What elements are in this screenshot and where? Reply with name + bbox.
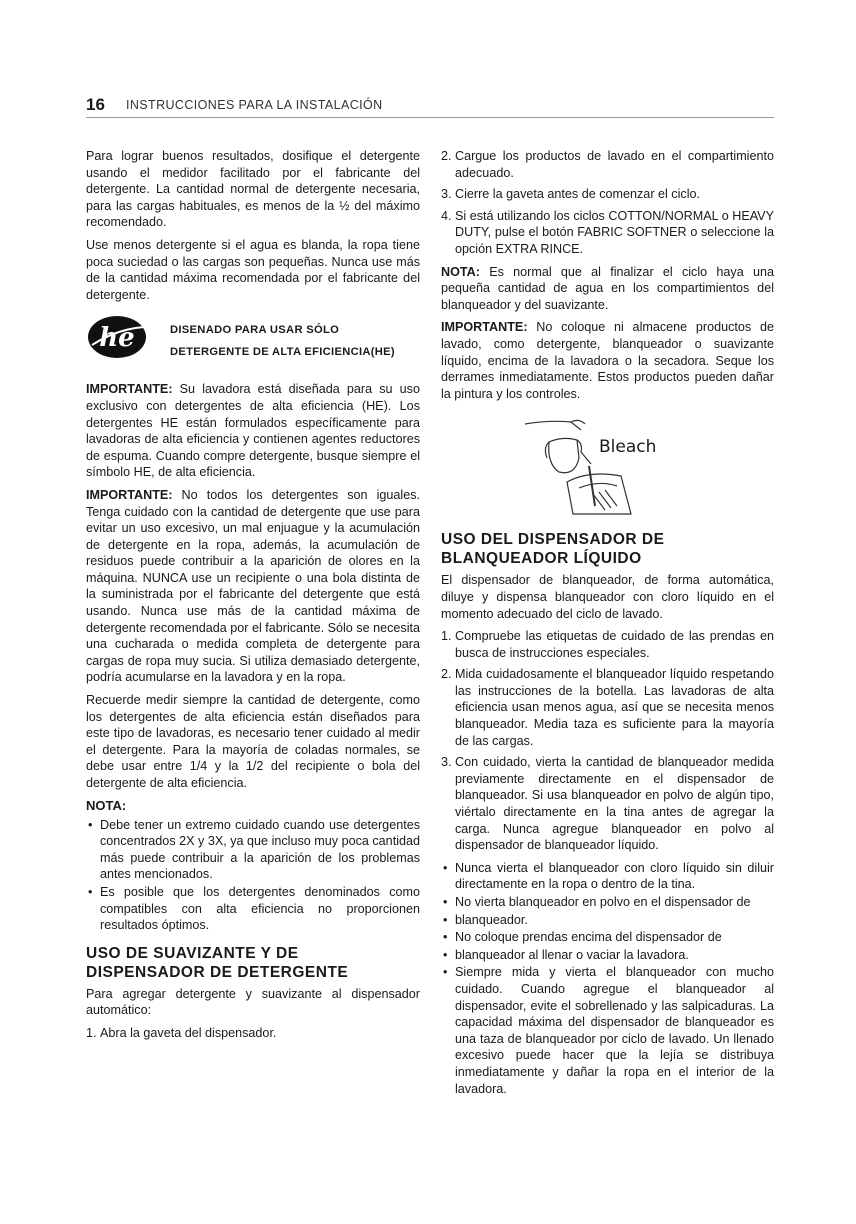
bullet-list [441, 860, 774, 1097]
note-list [86, 817, 420, 934]
list-item [441, 148, 774, 181]
paragraph: El dispensador de blanqueador, de forma automática, diluye y dispensa blanqueador con cloro líquido en el momento adecuado del ciclo de lavado. [441, 573, 774, 621]
paragraph: Use menos detergente si el agua es blanda, la ropa tiene poca suciedad o las cargas son pequeñas. Nunca use más de la cantidad máxima recomendada por el fabricante del detergente. [86, 237, 420, 302]
list-item [441, 628, 774, 661]
note-title: NOTA: [86, 797, 127, 813]
step-text: Cierre la gaveta antes de comenzar el ciclo. [455, 187, 701, 202]
bleach-label: Bleach [599, 437, 657, 458]
note-paragraph [441, 264, 774, 314]
step-number: 1. [86, 1025, 97, 1040]
page-number: 16 [86, 95, 105, 114]
he-logo-icon [86, 315, 148, 359]
step-text: Cargue los productos de lavado en el compartimiento adecuado. [455, 149, 774, 180]
important-text: No coloque ni almacene productos de lavado, como detergente, blanqueador o suavizante líquido, encima de la lavadora o la secadora. Seque los derrames inmediatamente. Estos productos pueden dañar la pintura y los controles. [441, 320, 774, 401]
he-notice [86, 313, 420, 375]
list-item: • No coloque prendas encima del dispensador de [441, 929, 774, 946]
step-text: Compruebe las etiquetas de cuidado de las prendas en busca de instrucciones especiales. [455, 629, 774, 660]
step-text: Con cuidado, vierta la cantidad de blanqueador medida previamente directamente en el dispensador de blanqueador. Si usa blanqueador en polvo de algún tipo, viértalo directamente en la tina antes de agregar la carga. Nunca agregue blanqueador en polvo al dispensador de blanqueador líquido. [455, 755, 774, 853]
step-number: 3. [441, 187, 452, 202]
step-text: Si está utilizando los ciclos COTTON/NORMAL o HEAVY DUTY, pulse el botón FABRIC SOFTNER o seleccione la opción EXTRA RINCE. [455, 208, 774, 256]
page-header [86, 95, 774, 118]
bleach-illustration [441, 410, 774, 520]
section-title: INSTRUCCIONES PARA LA INSTALACIÓN [126, 98, 383, 112]
he-logo-text: he [99, 323, 135, 354]
section-heading: USO DEL DISPENSADOR DE BLANQUEADOR LÍQUIDO [441, 531, 665, 568]
step-list [86, 1025, 420, 1042]
list-item [441, 186, 774, 203]
important-paragraph [86, 381, 420, 481]
list-item: • Siempre mida y vierta el blanqueador con mucho cuidado. Cuando agregue el blanqueador al dispensador, evite el sobrellenado y las salpicaduras. La capacidad máxima del dispensador de blanqueador es una taza de blanqueador por ciclo de lavado. Un llenado excesivo puede hacer que la lejía se distribuya inmediatamente y dañar la ropa en el interior de la lavadora. [441, 964, 774, 1097]
step-number: 2. [441, 149, 452, 163]
important-paragraph [86, 487, 420, 686]
important-text: No todos los detergentes son iguales. Tenga cuidado con la cantidad de detergente que use para evitar un uso excesivo, un mal enjuague y la acumulación de detergente en la ropa, además, la acumulación de residuos puede contribuir a la aparición de olores en la máquina. NUNCA use un recipiente o una bola distinta de la suministrada por el fabricante del detergente que está usando. Nunca use más de la cantidad máxima de detergente recomendada por el fabricante. Sólo se necesita una cucharada o medida completa de detergente para cargas de ropa muy sucia. Si utiliza demasiado detergente, podría acumularse en la lavadora y en la ropa. [86, 487, 420, 685]
important-label: IMPORTANTE: [86, 382, 173, 397]
list-item: • blanqueador al llenar o vaciar la lavadora. [441, 947, 774, 964]
paragraph: Para lograr buenos resultados, dosifique el detergente usando el medidor facilitado por el fabricante del detergente. La cantidad normal de detergente necesaria, para las cargas habituales, es menos de la ½ del máximo recomendado. [86, 149, 420, 230]
important-text: Su lavadora está diseñada para su uso exclusivo con detergentes de alta eficiencia (HE). Los detergentes HE están formulados específicamente para lavadoras de alta eficiencia y contienen agentes reductores de espuma. Cuando compre detergente, busque siempre el símbolo HE, de alta eficiencia. [86, 382, 420, 480]
he-caption: DISENADO PARA USAR SÓLO DETERGENTE DE ALTA EFICIENCIA(HE) [170, 324, 395, 359]
step-text: Abra la gaveta del dispensador. [100, 1025, 277, 1040]
important-paragraph [441, 319, 774, 402]
list-item [86, 1025, 420, 1042]
list-item: • No vierta blanqueador en polvo en el dispensador de [441, 894, 774, 911]
important-label: IMPORTANTE: [86, 487, 173, 502]
paragraph: Recuerde medir siempre la cantidad de detergente, como los detergentes de alta eficiencia están diseñados para este tipo de lavadoras, es necesario tener cuidado al medir el detergente. Para la mayoría de coladas normales, se debe usar entre 1/4 y la 1/2 del recipiente o bola del detergente de alta eficiencia. [86, 693, 420, 790]
list-item: • Debe tener un extremo cuidado cuando use detergentes concentrados 2X y 3X, ya que incluso muy poca cantidad más puede contribuir a la aparición de los problemas antes mencionados. [86, 817, 420, 883]
bleach-pour-icon [519, 410, 699, 520]
paragraph: Para agregar detergente y suavizante al dispensador automático: [86, 986, 420, 1018]
right-column [441, 148, 774, 1103]
list-item [441, 208, 774, 258]
step-list [441, 628, 774, 854]
important-label: IMPORTANTE: [441, 320, 528, 335]
note-label: NOTA: [441, 264, 480, 279]
section-heading: USO DE SUAVIZANTE Y DE DISPENSADOR DE DETERGENTE [86, 944, 349, 981]
list-item: • blanqueador. [441, 912, 774, 929]
step-list [441, 148, 774, 258]
step-number: 1. [441, 629, 452, 644]
step-number: 3. [441, 755, 452, 770]
step-number: 4. [441, 208, 452, 223]
left-column [86, 148, 420, 1048]
list-item: • Nunca vierta el blanqueador con cloro líquido sin diluir directamente en la ropa o dentro de la tina. [441, 860, 774, 893]
list-item [441, 666, 774, 749]
list-item: • Es posible que los detergentes denominados como compatibles con alta eficiencia no proporcionen resultados óptimos. [86, 884, 420, 934]
note-text: Es normal que al finalizar el ciclo haya una pequeña cantidad de agua en los compartimientos del blanqueador y del suavizante. [441, 264, 774, 312]
list-item [441, 754, 774, 854]
step-text: Mida cuidadosamente el blanqueador líquido respetando las instrucciones de la botella. Las lavadoras de alta eficiencia usan menos agua, así que se necesita menos blanqueador. Media taza es suficiente para la mayoría de las cargas. [455, 667, 774, 748]
step-number: 2. [441, 667, 452, 682]
